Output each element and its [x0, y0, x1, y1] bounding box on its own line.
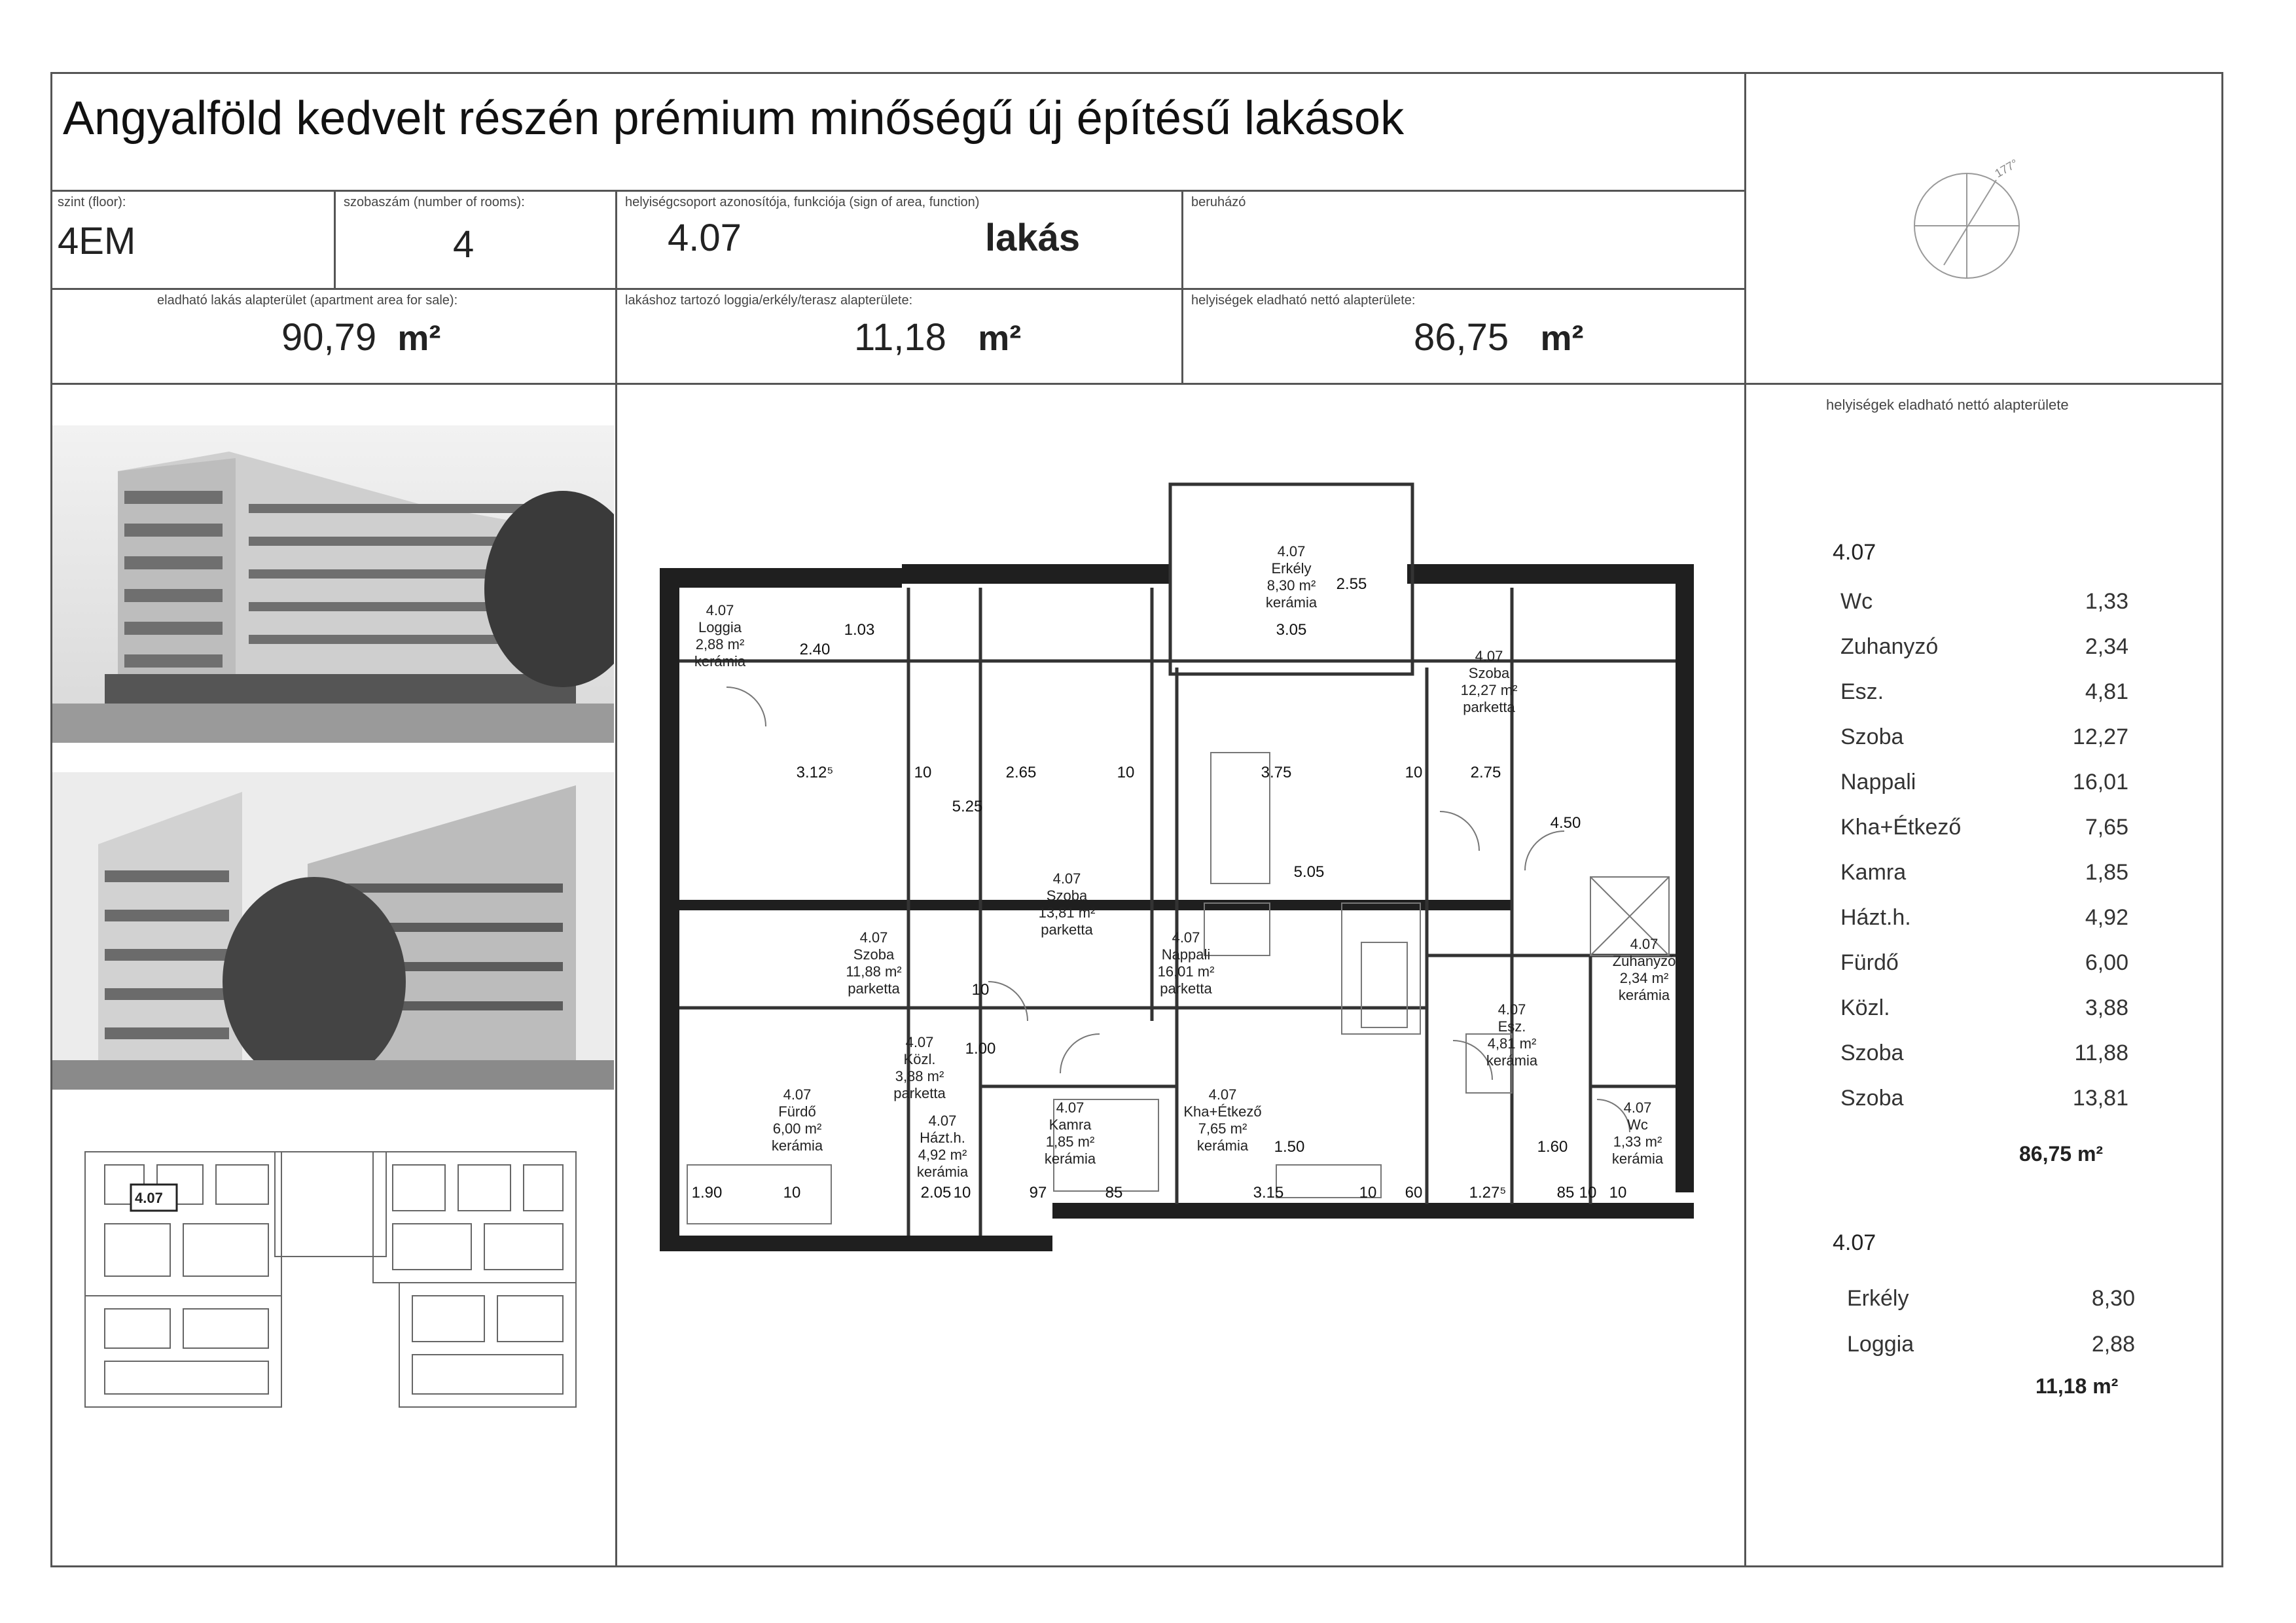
room-name-label: Loggia: [698, 619, 742, 635]
dimension-label: 3.05: [1276, 621, 1307, 639]
room-id-label: 4.07: [1052, 870, 1081, 887]
room-area-label: 8,30 m²: [1266, 577, 1316, 594]
divider-h1: [334, 190, 336, 288]
sidebar-outdoor-row: [1847, 1286, 2135, 1319]
room-finish-label: kerámia: [916, 1164, 969, 1180]
key-plan: [79, 1139, 602, 1420]
room-area: 2,34: [2085, 634, 2128, 659]
room-name-label: Esz.: [1498, 1018, 1526, 1035]
net-label: helyiségek eladható nettó alapterülete:: [1191, 293, 1416, 308]
room-area-label: 4,81 m²: [1487, 1035, 1537, 1052]
room-name: Szoba: [1840, 724, 1904, 749]
room-name: Wc: [1840, 589, 1873, 614]
room-name-label: Zuhanyzó: [1612, 953, 1676, 969]
developer-label: beruházó: [1191, 195, 1246, 209]
dimension-label: 5.05: [1293, 863, 1325, 881]
room-area: 7,65: [2085, 815, 2128, 840]
divider-row2: [50, 383, 2223, 385]
dimension-label: 1.90: [691, 1184, 723, 1202]
floor-value: 4EM: [58, 220, 136, 262]
area-number: 90,79: [281, 316, 377, 359]
room-area-label: 1,85 m²: [1045, 1133, 1095, 1150]
loggia-unit: m²: [978, 319, 1022, 358]
divider-left-column: [615, 190, 617, 1567]
room-id-label: 4.07: [928, 1113, 957, 1129]
room-area: 6,00: [2085, 950, 2128, 975]
floor-plan: [648, 471, 1695, 1296]
dimension-label: 2.05: [920, 1184, 952, 1202]
dimension-label: 2.55: [1336, 575, 1367, 593]
dimension-label: 10: [1405, 764, 1423, 781]
room-area: 1,85: [2085, 860, 2128, 885]
room-id-label: 4.07: [1630, 936, 1659, 952]
dimension-label: 3.12⁵: [796, 764, 834, 781]
room-finish-label: kerámia: [1044, 1150, 1096, 1167]
room-id-label: 4.07: [1172, 929, 1200, 946]
sidebar-group1-title: 4.07: [1833, 540, 1876, 565]
room-area-label: 11,88 m²: [846, 963, 902, 980]
divider-right-column: [1744, 72, 1746, 1567]
loggia-number: 11,18: [854, 316, 946, 359]
room-area: 3,88: [2085, 995, 2128, 1020]
room-id-label: 4.07: [1277, 543, 1306, 560]
dimension-label: 3.15: [1253, 1184, 1284, 1202]
rooms-value: 4: [453, 223, 475, 266]
dimension-label: 10: [1117, 764, 1135, 781]
dimension-label: 10: [783, 1184, 801, 1202]
sidebar-room-row: [1840, 1041, 2128, 1073]
room-name: Házt.h.: [1840, 905, 1911, 930]
room-finish-label: kerámia: [1618, 987, 1670, 1003]
room-area-label: 4,92 m²: [918, 1147, 967, 1163]
sidebar-room-row: [1840, 1086, 2128, 1118]
room-id-label: 4.07: [1623, 1099, 1652, 1116]
dimension-label: 3.75: [1261, 764, 1292, 781]
room-area: 12,27: [2072, 724, 2128, 749]
room-id-label: 4.07: [905, 1034, 934, 1050]
sidebar-room-row: [1840, 905, 2128, 938]
room-finish-label: kerámia: [1486, 1052, 1538, 1069]
room-name: Szoba: [1840, 1086, 1904, 1111]
room-id-label: 4.07: [1056, 1099, 1085, 1116]
dimension-label: 10: [1359, 1184, 1377, 1202]
outdoor-area: 2,88: [2091, 1332, 2135, 1357]
net-value: [1414, 315, 1584, 359]
dimension-label: 1.03: [844, 621, 875, 639]
room-finish-label: parketta: [1160, 980, 1212, 997]
room-area-label: 7,65 m²: [1198, 1120, 1247, 1137]
sidebar-room-row: [1840, 589, 2128, 622]
room-name-label: Szoba: [1046, 887, 1088, 904]
dimension-label: 2.40: [799, 641, 831, 658]
room-name-label: Házt.h.: [920, 1130, 965, 1146]
room-id-label: 4.07: [706, 602, 734, 618]
sidebar-room-row: [1840, 860, 2128, 893]
room-id-label: 4.07: [859, 929, 888, 946]
dimension-label: 85: [1105, 1184, 1123, 1202]
sidebar-total1: 86,75 m²: [2019, 1142, 2104, 1166]
sign-label: helyiségcsoport azonosítója, funkciója (sign of area, function): [625, 195, 980, 209]
room-area-label: 6,00 m²: [772, 1120, 822, 1137]
outdoor-area: 8,30: [2091, 1286, 2135, 1311]
building-render-2: [52, 772, 614, 1090]
net-number: 86,75: [1414, 316, 1509, 359]
dimension-label: 1.50: [1274, 1138, 1305, 1156]
sidebar-room-row: [1840, 815, 2128, 847]
dimension-label: 85: [1556, 1184, 1575, 1202]
sidebar-room-row: [1840, 995, 2128, 1028]
room-name-label: Nappali: [1161, 946, 1211, 963]
room-name-label: Fürdő: [778, 1103, 816, 1120]
room-finish-label: kerámia: [1611, 1150, 1664, 1167]
room-finish-label: kerámia: [1196, 1137, 1249, 1154]
room-area: 13,81: [2072, 1086, 2128, 1111]
dimension-label: 10: [1579, 1184, 1597, 1202]
room-name-label: Közl.: [903, 1051, 936, 1067]
room-name: Zuhanyzó: [1840, 634, 1939, 659]
room-area-label: 3,88 m²: [895, 1068, 944, 1084]
sidebar-outdoor-row: [1847, 1332, 2135, 1364]
room-area: 4,92: [2085, 905, 2128, 930]
area-value: [281, 315, 440, 359]
room-finish-label: parketta: [848, 980, 900, 997]
sign-value: 4.07: [668, 217, 742, 259]
sidebar-room-row: [1840, 950, 2128, 983]
dimension-label: 1.60: [1537, 1138, 1568, 1156]
room-id-label: 4.07: [783, 1086, 812, 1103]
room-name: Szoba: [1840, 1041, 1904, 1065]
outdoor-name: Loggia: [1847, 1332, 1914, 1357]
sidebar-heading: helyiségek eladható nettó alapterülete: [1826, 397, 2069, 413]
room-name: Közl.: [1840, 995, 1890, 1020]
dimension-label: 2.75: [1470, 764, 1501, 781]
room-area: 1,33: [2085, 589, 2128, 614]
room-area-label: 2,88 m²: [695, 636, 745, 652]
dimension-label: 1.00: [965, 1040, 996, 1058]
sidebar-room-row: [1840, 770, 2128, 802]
room-finish-label: parketta: [1041, 921, 1093, 938]
room-id-label: 4.07: [1475, 648, 1503, 664]
room-name: Kamra: [1840, 860, 1907, 885]
room-name-label: Kamra: [1049, 1116, 1092, 1133]
room-area-label: 13,81 m²: [1038, 904, 1096, 921]
room-finish-label: parketta: [893, 1085, 946, 1101]
room-name: Esz.: [1840, 679, 1884, 704]
dimension-label: 97: [1029, 1184, 1047, 1202]
function-value: lakás: [985, 217, 1081, 259]
room-finish-label: kerámia: [771, 1137, 823, 1154]
room-name: Fürdő: [1840, 950, 1899, 975]
floor-label: szint (floor):: [58, 195, 126, 209]
room-area: 16,01: [2072, 770, 2128, 794]
room-name-label: Szoba: [1468, 665, 1510, 681]
compass-icon: [1905, 154, 2036, 291]
sidebar-total2: 11,18 m²: [2036, 1374, 2119, 1398]
net-unit: m²: [1540, 319, 1584, 358]
divider-title: [50, 190, 1746, 192]
room-finish-label: kerámia: [1265, 594, 1318, 611]
room-id-label: 4.07: [1498, 1001, 1526, 1018]
sidebar-room-row: [1840, 634, 2128, 667]
area-unit: m²: [397, 319, 441, 358]
rooms-label: szobaszám (number of rooms):: [344, 195, 525, 209]
room-name: Nappali: [1840, 770, 1916, 794]
sidebar-room-row: [1840, 724, 2128, 757]
compass-label: 177°: [1992, 156, 2020, 181]
room-area: 4,81: [2085, 679, 2128, 704]
key-plan-unit-label: 4.07: [135, 1190, 163, 1206]
dimension-label: 4.50: [1550, 814, 1581, 832]
room-finish-label: kerámia: [694, 653, 746, 669]
sidebar-room-row: [1840, 679, 2128, 712]
dimension-label: 2.65: [1005, 764, 1037, 781]
room-area: 11,88: [2074, 1041, 2128, 1065]
dimension-label: 10: [1609, 1184, 1627, 1202]
room-finish-label: parketta: [1463, 699, 1515, 715]
outdoor-name: Erkély: [1847, 1286, 1909, 1311]
room-area-label: 1,33 m²: [1613, 1133, 1662, 1150]
room-id-label: 4.07: [1208, 1086, 1237, 1103]
divider-row1: [50, 288, 1746, 290]
dimension-label: 1.27⁵: [1469, 1184, 1507, 1202]
dimension-label: 5.25: [952, 798, 983, 815]
room-name-label: Wc: [1627, 1116, 1648, 1133]
loggia-value: [854, 315, 1021, 359]
dimension-label: 10: [914, 764, 932, 781]
room-area-label: 2,34 m²: [1619, 970, 1669, 986]
room-area-label: 12,27 m²: [1460, 682, 1518, 698]
dimension-label: 60: [1405, 1184, 1423, 1202]
sidebar-group2-title: 4.07: [1833, 1230, 1876, 1255]
room-name-label: Erkély: [1271, 560, 1312, 577]
room-name-label: Kha+Étkező: [1183, 1103, 1262, 1120]
divider-h2: [1181, 190, 1183, 383]
dimension-label: 10: [953, 1184, 971, 1202]
room-name-label: Szoba: [853, 946, 895, 963]
dimension-label: 10: [971, 981, 990, 999]
room-area-label: 16,01 m²: [1157, 963, 1215, 980]
page-title: Angyalföld kedvelt részén prémium minőségű új építésű lakások: [63, 92, 1405, 145]
room-name: Kha+Étkező: [1840, 815, 1962, 840]
building-render-1: [52, 425, 614, 743]
area-label: eladható lakás alapterület (apartment area for sale):: [157, 293, 458, 308]
loggia-label: lakáshoz tartozó loggia/erkély/terasz alapterülete:: [625, 293, 913, 308]
